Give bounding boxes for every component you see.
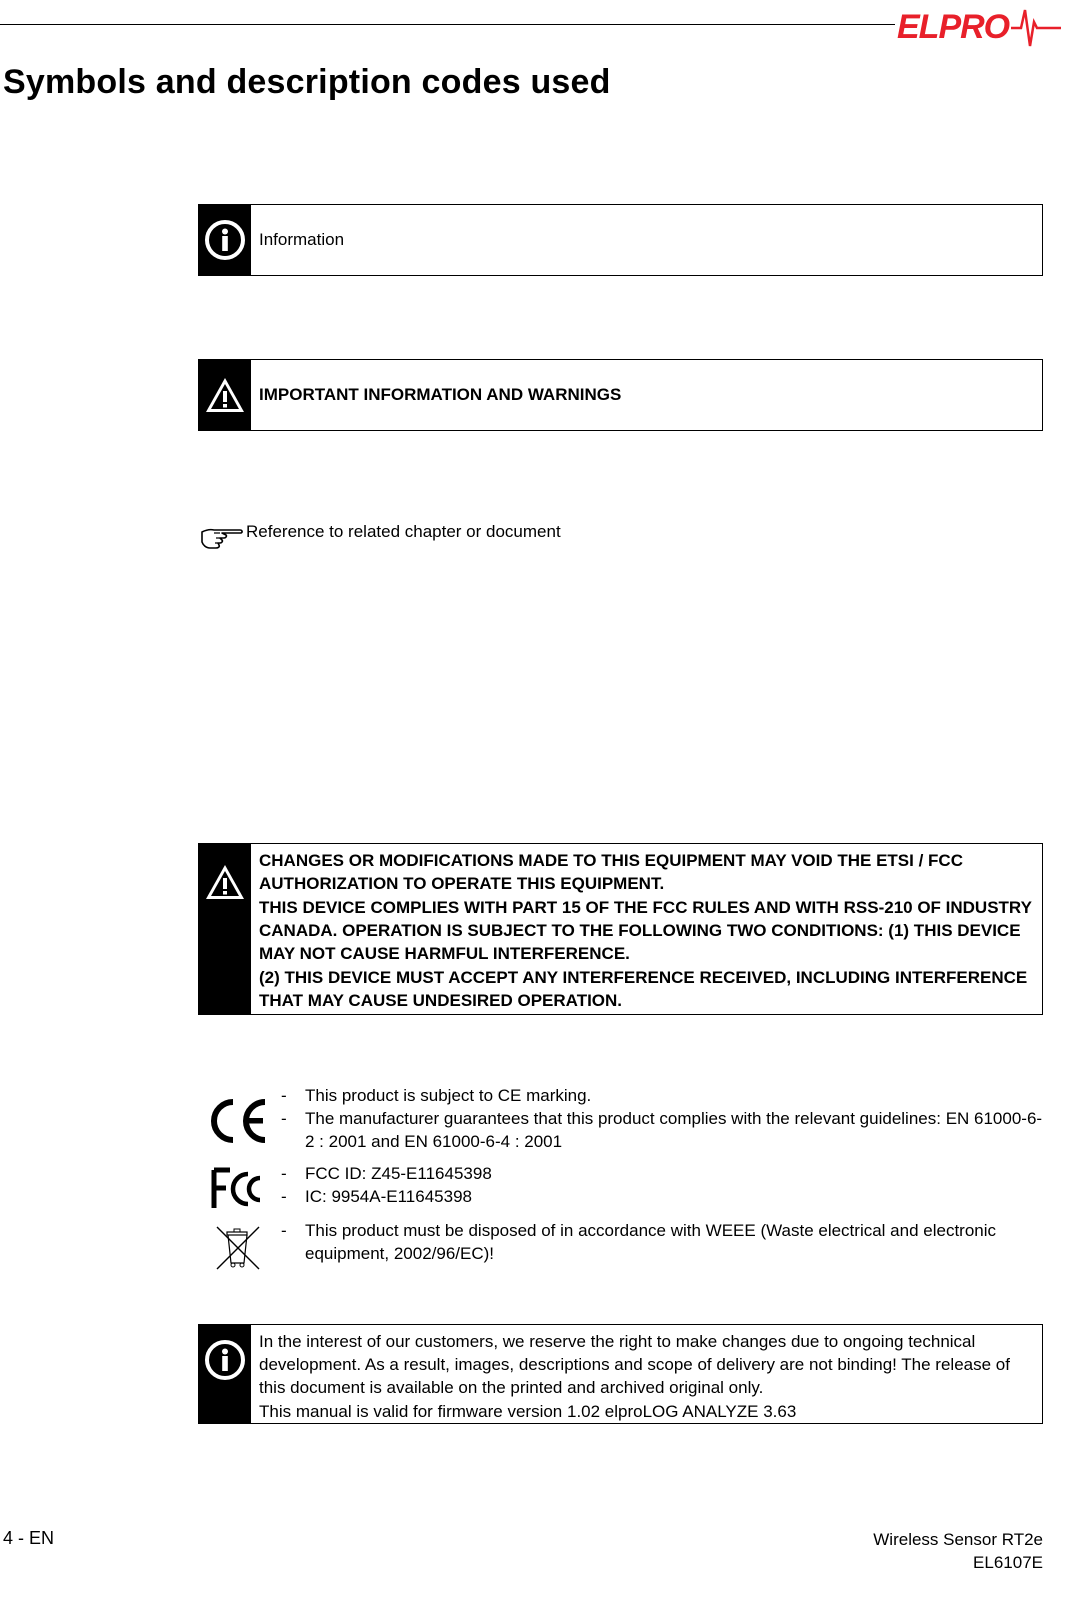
notice-box	[198, 1324, 1043, 1424]
regulatory-paragraph: THIS DEVICE COMPLIES WITH PART 15 OF THE FCC RULES AND WITH RSS-210 OF INDUSTRY CANADA. OPERATION IS SUBJECT TO THE FOLLOWING TWO CONDITIONS: (1) THIS DEVICE MAY NOT CAUSE HARMFUL INTERFERENCE.	[259, 898, 1032, 963]
weee-certification	[198, 1219, 1045, 1273]
logo-text: ELPRO	[897, 8, 1010, 46]
page-number: 4 - EN	[3, 1528, 55, 1548]
list-item: - This product must be disposed of in accordance with WEEE (Waste electrical and electronic equipment, 2002/96/EC)!	[281, 1221, 997, 1263]
footer-doc-info	[873, 1528, 1043, 1574]
information-label: Information	[259, 230, 345, 249]
page-title: Symbols and description codes used	[3, 63, 611, 101]
fcc-mark-icon	[198, 1162, 278, 1212]
ce-certification	[198, 1084, 1045, 1153]
info-icon	[199, 1325, 251, 1423]
elpro-logo	[893, 2, 1063, 50]
ce-mark-icon	[198, 1084, 278, 1153]
document-id: EL6107E	[973, 1553, 1043, 1572]
weee-bin-icon	[198, 1219, 278, 1273]
warning-icon	[199, 360, 251, 430]
pointing-hand-icon	[200, 522, 244, 552]
fcc-certification	[198, 1162, 1045, 1212]
list-item: - FCC ID: Z45-E11645398	[281, 1164, 492, 1183]
list-item: - The manufacturer guarantees that this product complies with the relevant guidelines: EN 61000-6-2 : 2001 and EN 61000-6-4 : 2001	[281, 1109, 1043, 1151]
reference-label: Reference to related chapter or document	[246, 522, 561, 541]
logo-pulse-line	[1011, 10, 1061, 46]
list-item: - IC: 9954A-E11645398	[281, 1187, 472, 1206]
notice-paragraph: In the interest of our customers, we reserve the right to make changes due to ongoing technical development. As a result, images, descriptions and scope of delivery are not binding! The release of this document is available on the printed and archived original only.	[259, 1332, 1010, 1397]
weee-list	[278, 1219, 1045, 1273]
legend-information	[198, 204, 1043, 276]
legend-warning	[198, 359, 1043, 431]
regulatory-warning-text	[251, 844, 1042, 1014]
fcc-list	[278, 1162, 1045, 1212]
list-item: - This product is subject to CE marking.	[281, 1086, 592, 1105]
regulatory-warning-box	[198, 843, 1043, 1015]
regulatory-paragraph: (2) THIS DEVICE MUST ACCEPT ANY INTERFERENCE RECEIVED, INCLUDING INTERFERENCE THAT MAY CAUSE UNDESIRED OPERATION.	[259, 968, 1028, 1010]
header-rule	[0, 24, 895, 25]
ce-list	[278, 1084, 1045, 1153]
info-icon	[199, 205, 251, 275]
product-name: Wireless Sensor RT2e	[873, 1530, 1043, 1549]
legend-reference	[200, 522, 561, 552]
notice-text	[251, 1325, 1042, 1423]
warning-label: IMPORTANT INFORMATION AND WARNINGS	[259, 385, 622, 404]
regulatory-paragraph: CHANGES OR MODIFICATIONS MADE TO THIS EQUIPMENT MAY VOID THE ETSI / FCC AUTHORIZATION TO OPERATE THIS EQUIPMENT.	[259, 851, 963, 893]
notice-paragraph: This manual is valid for firmware version 1.02 elproLOG ANALYZE 3.63	[259, 1402, 797, 1421]
warning-icon	[199, 844, 251, 1014]
